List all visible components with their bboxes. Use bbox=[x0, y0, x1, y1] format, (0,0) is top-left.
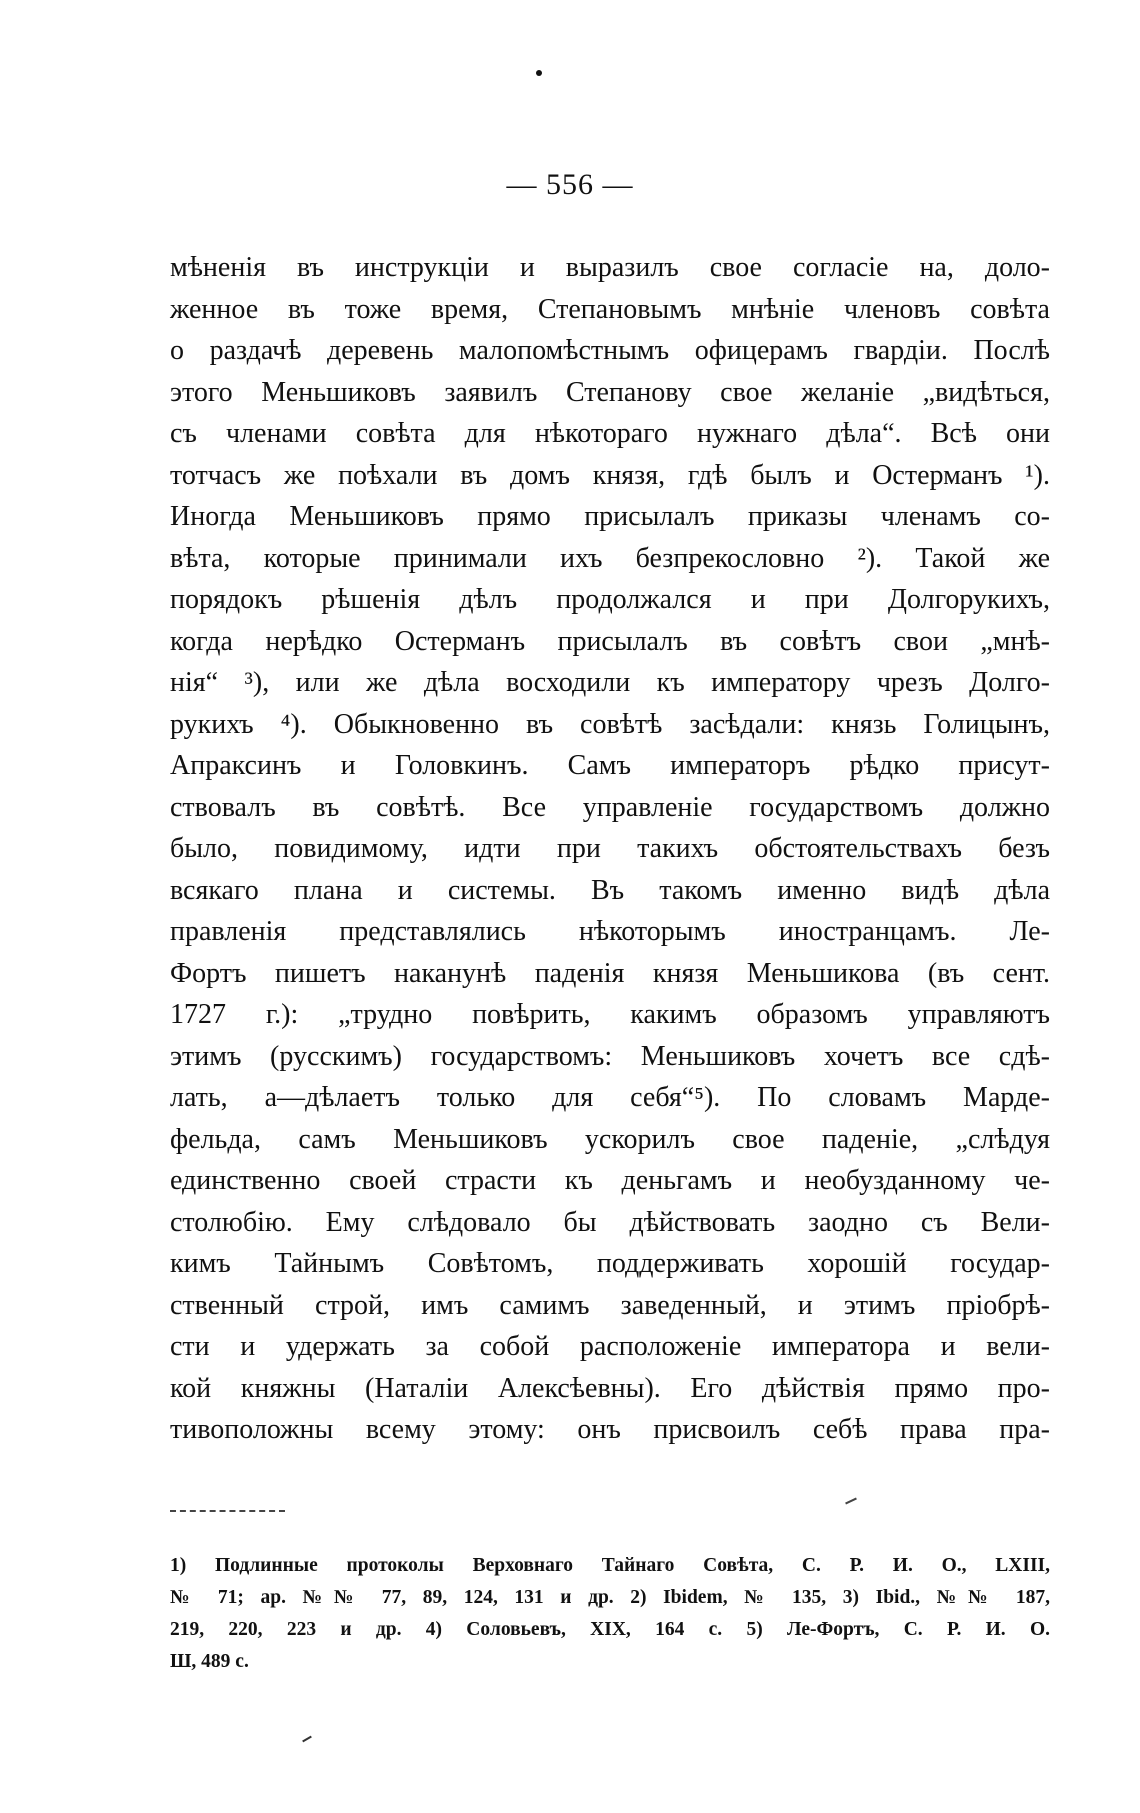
body-line: этимъ (русскимъ) государствомъ: Меньшиковъ хочетъ все сдѣ- bbox=[170, 1040, 1050, 1072]
footnote-separator bbox=[170, 1510, 285, 1512]
body-line: вѣта, которые принимали ихъ безпрекословно ²). Такой же bbox=[170, 542, 1050, 574]
stray-mark bbox=[845, 1498, 857, 1505]
body-line: нія“ ³), или же дѣла восходили къ императору чрезъ Долго- bbox=[170, 667, 1050, 698]
body-line: Фортъ пишетъ наканунѣ паденія князя Меньшикова (въ сент. bbox=[170, 957, 1050, 989]
body-line: сти и удержать за собой расположеніе императора и вели- bbox=[170, 1331, 1050, 1362]
footnote-line: 219, 220, 223 и др. 4) Соловьевъ, XIX, 164 с. 5) Ле-Фортъ, С. Р. И. О. bbox=[170, 1619, 1050, 1640]
stray-mark bbox=[302, 1736, 312, 1743]
body-line: ствовалъ въ совѣтѣ. Все управленіе государствомъ должно bbox=[170, 791, 1050, 823]
body-line: всякаго плана и системы. Въ такомъ именно видѣ дѣла bbox=[170, 874, 1050, 906]
body-text bbox=[170, 247, 1050, 1451]
footnotes bbox=[170, 1550, 1050, 1678]
body-line: женное въ тоже время, Степановымъ мнѣніе членовъ совѣта bbox=[170, 293, 1050, 325]
body-line: съ членами совѣта для нѣкотораго нужнаго дѣла“. Всѣ они bbox=[170, 418, 1050, 449]
body-line: лать, а—дѣлаетъ только для себя“⁵). По словамъ Марде- bbox=[170, 1082, 1050, 1113]
page-number: — 556 — bbox=[506, 168, 634, 201]
body-line: порядокъ рѣшенія дѣлъ продолжался и при Долгорукихъ, bbox=[170, 584, 1050, 615]
body-line: Апраксинъ и Головкинъ. Самъ императоръ рѣдко присут- bbox=[170, 750, 1050, 781]
body-line: когда нерѣдко Остерманъ присылалъ въ совѣтъ свои „мнѣ- bbox=[170, 625, 1050, 657]
body-line: этого Меньшиковъ заявилъ Степанову свое желаніе „видѣться, bbox=[170, 376, 1050, 408]
printer-dot bbox=[536, 70, 542, 76]
body-line: о раздачѣ деревень малопомѣстнымъ офицерамъ гвардіи. Послѣ bbox=[170, 335, 1050, 366]
body-line: рукихъ ⁴). Обыкновенно въ совѣтѣ засѣдали: князь Голицынъ, bbox=[170, 708, 1050, 740]
body-line: было, повидимому, идти при такихъ обстоятельствахъ безъ bbox=[170, 833, 1050, 864]
body-line: столюбію. Ему слѣдовало бы дѣйствовать заодно съ Вели- bbox=[170, 1206, 1050, 1238]
body-line: кой княжны (Наталіи Алексѣевны). Его дѣйствія прямо про- bbox=[170, 1372, 1050, 1404]
body-line: 1727 г.): „трудно повѣрить, какимъ образомъ управляютъ bbox=[170, 999, 1050, 1030]
body-line: единственно своей страсти къ деньгамъ и необузданному че- bbox=[170, 1165, 1050, 1196]
body-line: мѣненія въ инструкціи и выразилъ свое согласіе на, доло- bbox=[170, 252, 1050, 283]
body-line: тивоположны всему этому: онъ присвоилъ себѣ права пра- bbox=[170, 1414, 1050, 1445]
body-line: ственный строй, имъ самимъ заведенный, и этимъ пріобрѣ- bbox=[170, 1289, 1050, 1321]
body-line: кимъ Тайнымъ Совѣтомъ, поддерживать хорошій государ- bbox=[170, 1248, 1050, 1279]
footnote-line: 1) Подлинные протоколы Верховнаго Тайнаго Совѣта, С. Р. И. О., LXIII, bbox=[170, 1555, 1050, 1576]
body-line: фельда, самъ Меньшиковъ ускорилъ свое паденіе, „слѣдуя bbox=[170, 1123, 1050, 1155]
body-line: тотчасъ же поѣхали въ домъ князя, гдѣ былъ и Остерманъ ¹). bbox=[170, 459, 1050, 491]
body-line: Иногда Меньшиковъ прямо присылалъ приказы членамъ со- bbox=[170, 501, 1050, 532]
footnote-line: № 71; ар. №№ 77, 89, 124, 131 и др. 2) Ibidem, № 135, 3) Ibid., №№ 187, bbox=[170, 1587, 1050, 1608]
body-line: правленія представлялись нѣкоторымъ иностранцамъ. Ле- bbox=[170, 916, 1050, 947]
footnote-line: Ш, 489 с. bbox=[170, 1651, 249, 1672]
